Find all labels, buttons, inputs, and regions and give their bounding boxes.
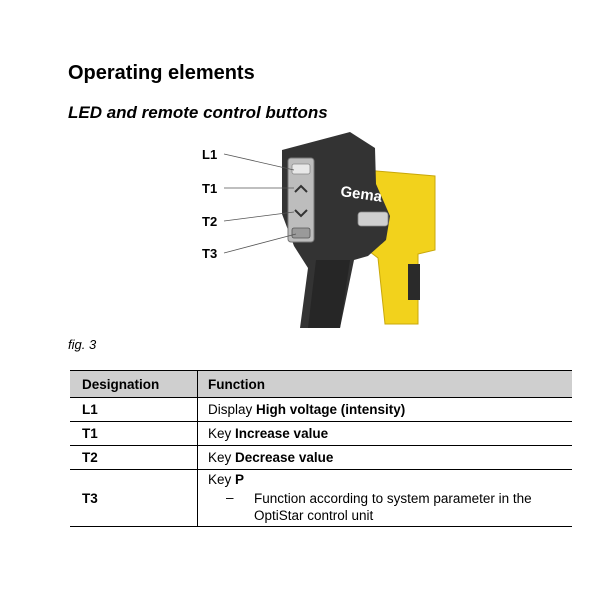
figure-caption: fig. 3 xyxy=(68,337,97,352)
side-button xyxy=(358,212,388,226)
table-row xyxy=(70,470,572,527)
figure-label-t2: T2 xyxy=(202,214,218,229)
figure-label-t3: T3 xyxy=(202,246,218,261)
section-title: LED and remote control buttons xyxy=(68,103,328,122)
function-cell xyxy=(198,446,573,470)
button-t3 xyxy=(292,228,310,238)
function-value: Decrease value xyxy=(235,450,334,465)
designation-cell: T1 xyxy=(70,422,198,446)
function-cell xyxy=(198,470,573,527)
function-prefix: Key xyxy=(208,426,236,441)
function-detail: Function according to system parameter in the OptiStar control unit xyxy=(254,491,532,523)
header-designation: Designation xyxy=(70,371,198,398)
brand-logo: Gema xyxy=(339,183,384,206)
designation-cell: T2 xyxy=(70,446,198,470)
header-function: Function xyxy=(198,371,573,398)
list-dash: – xyxy=(226,490,234,505)
spray-gun-figure xyxy=(190,128,450,328)
table-row xyxy=(70,446,572,470)
function-value: High voltage (intensity) xyxy=(256,402,406,417)
led-l1 xyxy=(292,164,310,174)
function-value: P xyxy=(235,472,245,487)
designation-table xyxy=(70,370,572,527)
function-prefix: Key xyxy=(208,472,236,487)
table-row xyxy=(70,398,572,422)
function-cell xyxy=(198,398,573,422)
function-prefix: Key xyxy=(208,450,236,465)
figure-label-l1: L1 xyxy=(202,147,218,162)
designation-cell: T3 xyxy=(70,470,198,527)
designation-cell: L1 xyxy=(70,398,198,422)
gun-trigger-guard xyxy=(408,264,420,300)
table-row xyxy=(70,422,572,446)
function-cell xyxy=(198,422,573,446)
function-prefix: Display xyxy=(208,402,257,417)
figure-label-t1: T1 xyxy=(202,181,218,196)
function-value: Increase value xyxy=(235,426,329,441)
table-header-row xyxy=(70,371,572,398)
page-title: Operating elements xyxy=(68,62,255,84)
